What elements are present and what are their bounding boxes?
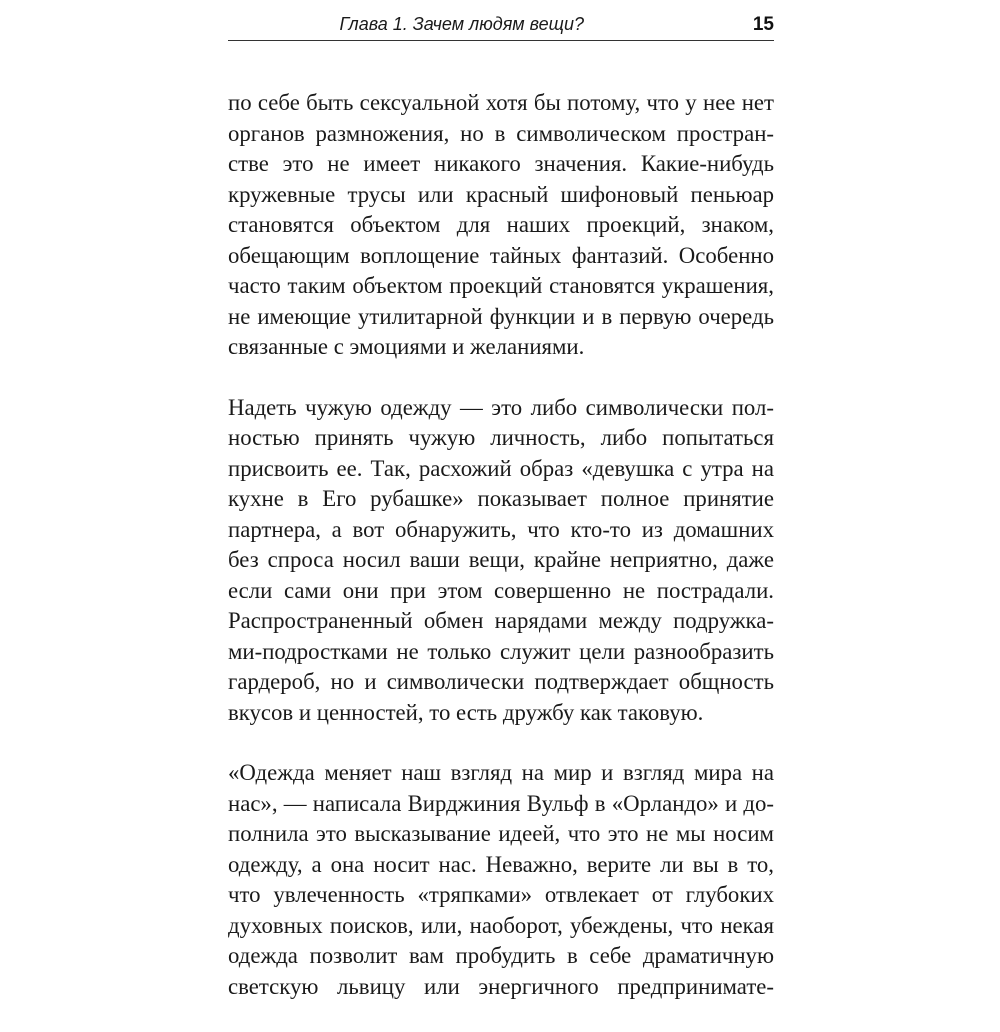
text-line: становятся объектом для наших проекций, знаком, <box>228 212 774 237</box>
text-line: Распространенный обмен нарядами между подружка- <box>228 608 774 633</box>
text-line: ми-подростками не только служит цели разнообразить <box>228 638 774 664</box>
text-line: «Одежда меняет наш взгляд на мир и взгляд мира на <box>228 760 774 785</box>
text-line: не имеющие утилитарной функции и в первую очередь <box>228 303 774 329</box>
text-line: Надеть чужую одежду — это либо символически пол- <box>228 394 774 420</box>
text-line: духовных поисков, или, наоборот, убеждены, что некая <box>228 912 774 938</box>
text-line: одежда позволит вам пробудить в себе драматичную <box>228 943 774 968</box>
text-line: гардероб, но и символически подтверждает общность <box>228 669 774 694</box>
text-line: одежду, а она носит нас. Неважно, верите ли вы в то, <box>228 851 774 877</box>
text-line: светскую львицу или энергичного предпринимате- <box>228 973 774 999</box>
chapter-title: Глава 1. Зачем людям вещи? <box>339 14 584 34</box>
text-line: кружевные трусы или красный шифоновый пеньюар <box>228 181 774 207</box>
text-line: что увлеченность «тряпками» отвлекает от глубоких <box>228 882 774 907</box>
paragraph <box>228 758 774 1002</box>
text-line: нас», — написала Вирджиния Вульф в «Орландо» и до- <box>228 790 774 816</box>
text-line: полнила это высказывание идеей, что это не мы носим <box>228 821 774 846</box>
page-number: 15 <box>752 14 774 35</box>
text-line: обещающим воплощение тайных фантазий. Особенно <box>228 242 774 268</box>
paragraph <box>228 88 774 363</box>
text-line: без спроса носил ваши вещи, крайне неприятно, даже <box>228 547 774 572</box>
paragraph <box>228 393 774 729</box>
text-line: вкусов и ценностей, то есть дружбу как таковую. <box>228 699 704 725</box>
running-header <box>228 12 774 41</box>
text-line: часто таким объектом проекций становятся украшения, <box>228 273 774 298</box>
text-line: ностью принять чужую личность, либо попытаться <box>228 425 774 450</box>
text-line: кухне в Его рубашке» показывает полное принятие <box>228 486 774 511</box>
text-line: связанные с эмоциями и желаниями. <box>228 334 585 359</box>
text-line: стве это не имеет никакого значения. Какие-нибудь <box>228 151 774 176</box>
text-line: присвоить ее. Так, расхожий образ «девушка с утра на <box>228 455 774 481</box>
body-text <box>228 88 774 1032</box>
text-line: партнера, а вот обнаружить, что кто-то из домашних <box>228 516 774 542</box>
text-line: органов размножения, но в символическом простран- <box>228 120 774 146</box>
text-line: по себе быть сексуальной хотя бы потому, что у нее нет <box>228 90 774 115</box>
text-line: если сами они при этом совершенно не пострадали. <box>228 577 774 603</box>
